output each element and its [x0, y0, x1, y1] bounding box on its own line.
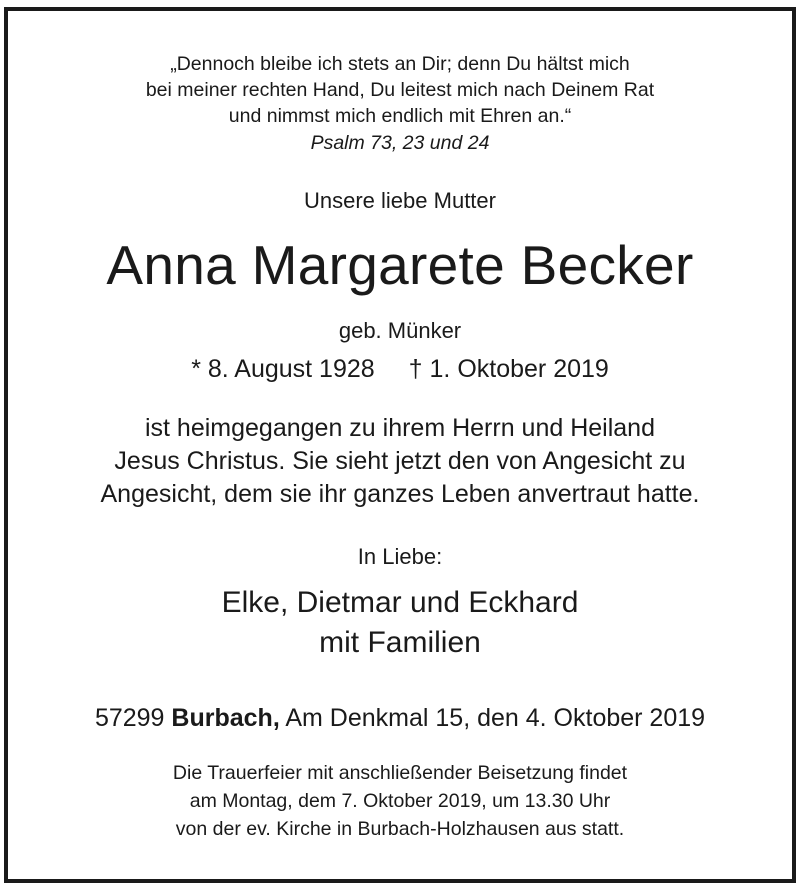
body-line-1: ist heimgegangen zu ihrem Herrn und Heiland	[144, 414, 655, 442]
quote-source: Psalm 73, 23 und 24	[310, 132, 490, 154]
address-town: Burbach,	[171, 704, 280, 732]
quote-line-3: und nimmst mich endlich mit Ehren an.“	[228, 105, 572, 127]
death-date: † 1. Oktober 2019	[408, 355, 609, 383]
address-postcode: 57299	[94, 704, 165, 732]
life-dates	[0, 357, 800, 382]
born-name: geb. Münker	[338, 318, 462, 343]
service-line-3: von der ev. Kirche in Burbach-Holzhausen aus statt.	[175, 818, 625, 840]
quote-line-2: bei meiner rechten Hand, Du leitest mich nach Deinem Rat	[145, 79, 655, 101]
address-line	[0, 706, 800, 731]
body-line-3: Angesicht, dem sie ihr ganzes Leben anvertraut hatte.	[100, 480, 700, 508]
family-line-2: mit Familien	[319, 626, 481, 659]
intro-text: Unsere liebe Mutter	[304, 188, 496, 213]
service-line-2: am Montag, dem 7. Oktober 2019, um 13.30 Uhr	[189, 790, 611, 812]
quote-line-1: „Dennoch bleibe ich stets an Dir; denn Du hältst mich	[170, 53, 630, 75]
service-line-1: Die Trauerfeier mit anschließender Beisetzung findet	[172, 762, 628, 784]
birth-date: * 8. August 1928	[191, 355, 375, 383]
in-love-label: In Liebe:	[357, 544, 443, 569]
deceased-name: Anna Margarete Becker	[106, 234, 694, 296]
body-line-2: Jesus Christus. Sie sieht jetzt den von Angesicht zu	[114, 447, 686, 475]
family-line-1: Elke, Dietmar und Eckhard	[221, 586, 579, 619]
address-rest: Am Denkmal 15, den 4. Oktober 2019	[285, 704, 706, 732]
